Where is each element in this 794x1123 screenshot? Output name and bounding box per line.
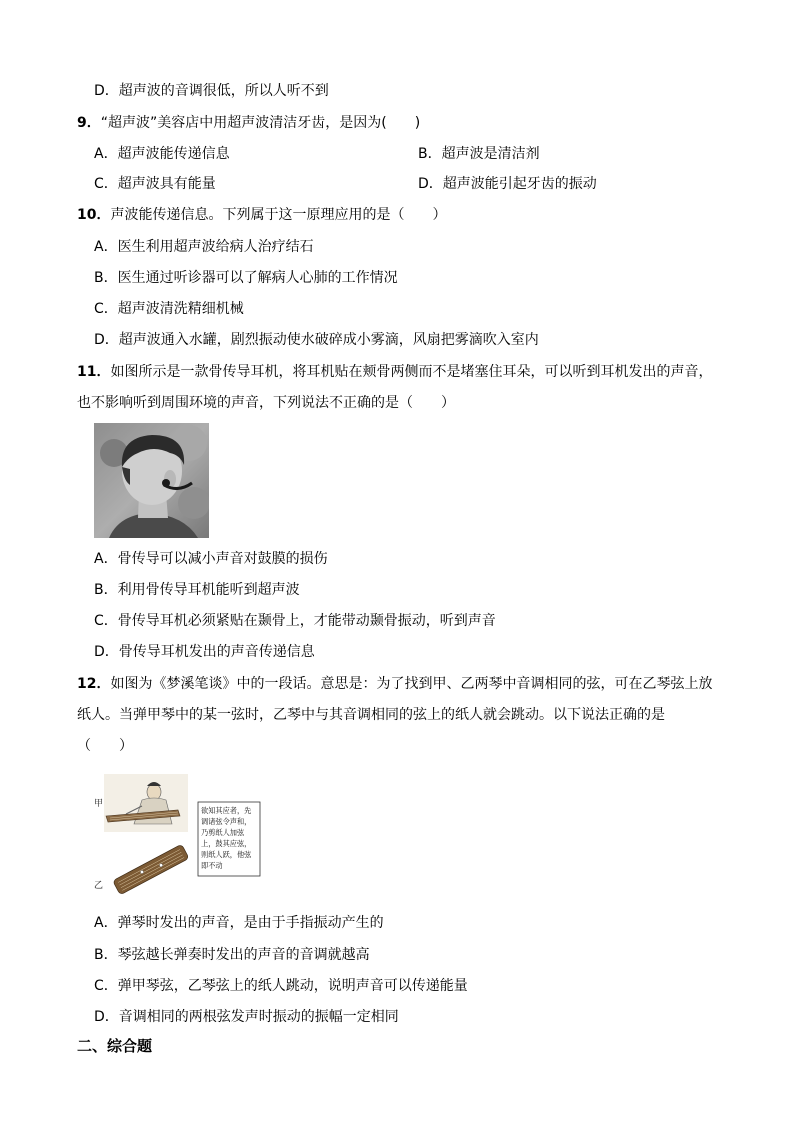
bone-conduction-headphone-photo — [94, 423, 209, 538]
q9-option-a: A．超声波能传递信息 — [94, 146, 230, 162]
q10-stem-text: 声波能传递信息。下列属于这一原理应用的是（ ） — [110, 207, 447, 223]
q9-stem — [77, 113, 420, 133]
q9-option-c: C．超声波具有能量 — [94, 176, 216, 192]
q11-stem-text-1: 如图所示是一款骨传导耳机，将耳机贴在颊骨两侧而不是堵塞住耳朵，可以听到耳机发出的声音， — [110, 364, 713, 380]
q11-stem-text-2: 也不影响听到周围环境的声音，下列说法不正确的是（ ） — [77, 395, 455, 411]
q12-stem-text-2: 纸人。当弹甲琴中的某一弦时，乙琴中与其音调相同的弦上的纸人就会跳动。以下说法正确的是 — [77, 707, 665, 723]
q10-stem — [77, 205, 446, 225]
q12-option-b: B．琴弦越长弹奏时发出的声音的音调就越高 — [94, 947, 370, 963]
figure-label-yi: 乙 — [94, 881, 104, 891]
figure-label-jia: 甲 — [94, 799, 104, 809]
q11-option-b: B．利用骨传导耳机能听到超声波 — [94, 582, 300, 598]
q10-option-b: B．医生通过听诊器可以了解病人心肺的工作情况 — [94, 270, 398, 286]
q9-number: 9． — [77, 115, 101, 131]
q11-option-d: D．骨传导耳机发出的声音传递信息 — [94, 644, 315, 660]
quote-line: 上，鼓其应弦， — [201, 839, 252, 848]
q10-option-c: C．超声波清洗精细机械 — [94, 301, 244, 317]
q11-option-a: A．骨传导可以减小声音对鼓膜的损伤 — [94, 551, 328, 567]
q9-option-d: D．超声波能引起牙齿的振动 — [418, 176, 597, 192]
q10-option-d: D．超声波通入水罐，剧烈振动使水破碎成小雾滴，风扇把雾滴吹入室内 — [94, 332, 539, 348]
quote-line: 则纸人跃，他弦 — [201, 850, 252, 859]
mengxi-bitan-illustration — [92, 770, 272, 898]
quote-line: 即不动 — [201, 861, 223, 870]
q12-stem-text-3: （ ） — [77, 738, 133, 754]
q11-option-c: C．骨传导耳机必须紧贴在颞骨上，才能带动颞骨振动，听到声音 — [94, 613, 496, 629]
section-heading: 二、综合题 — [77, 1037, 153, 1055]
q12-stem — [77, 674, 712, 694]
q12-stem-text-1: 如图为《梦溪笔谈》中的一段话。意思是：为了找到甲、乙两琴中音调相同的弦，可在乙琴弦上放 — [110, 676, 713, 692]
q8-option-d: D．超声波的音调很低，所以人听不到 — [94, 83, 329, 99]
q10-number: 10． — [77, 207, 111, 223]
quote-line: 调诸弦令声和， — [201, 817, 252, 826]
quote-line: 乃剪纸人加弦 — [201, 828, 245, 837]
q10-option-a: A．医生利用超声波给病人治疗结石 — [94, 239, 314, 255]
q12-option-a: A．弹琴时发出的声音，是由于手指振动产生的 — [94, 915, 384, 931]
q11-number: 11． — [77, 364, 111, 380]
q9-stem-text: “超声波”美容店中用超声波清洁牙齿，是因为( ) — [100, 115, 421, 131]
q12-option-c: C．弹甲琴弦，乙琴弦上的纸人跳动，说明声音可以传递能量 — [94, 978, 468, 994]
q11-stem — [77, 362, 712, 382]
quote-line: 欲知其应者，先 — [201, 806, 252, 815]
q12-number: 12． — [77, 676, 111, 692]
q12-option-d: D．音调相同的两根弦发声时振动的振幅一定相同 — [94, 1009, 399, 1025]
q9-option-b: B．超声波是清洁剂 — [418, 146, 540, 162]
